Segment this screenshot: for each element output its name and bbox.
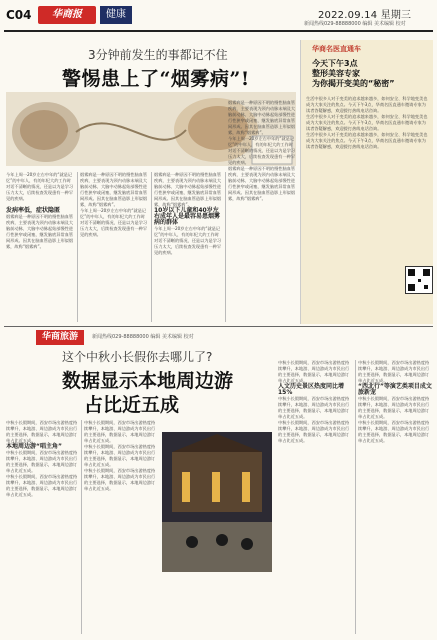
column-divider	[355, 360, 356, 634]
header-rule	[4, 30, 433, 32]
story1-lead: 今年上周一20岁左右中年的“就是记忆”的中年人，有的年纪大约工作时对话不清晰的情况，还是以为是学习压力太大，后续检查发现患有一种罕见的疾病。 发病率低，症状隐匿 烟雾病是一种原因不明的慢性脑血管疾病，主要表现为颈内动脉末端及大脑前动脉、大脑中动脉起始部慢性进行性狭窄或闭塞，继发脑底异常血管网形成。因其在脑血管造影上形似烟雾，故称“烟雾病”。	[6, 172, 74, 249]
section-tag: 健康	[100, 6, 132, 24]
masthead	[4, 4, 433, 30]
sidebar-kicker: 华商名医直通车	[312, 45, 361, 53]
column-divider	[151, 172, 152, 322]
sidebar-title-1: 今天下午3点	[312, 59, 358, 68]
story2-subhead-1: 本地周边游“唱主角”	[6, 443, 62, 450]
sidebar-title-3: 为你揭开变美的“秘密”	[312, 79, 395, 88]
page-number: C04	[6, 8, 32, 22]
story1-col3: 烟雾病是一种原因不明的慢性脑血管疾病，主要表现为颈内动脉末端及大脑前动脉、大脑中动脉起始部慢性进行性狭窄或闭塞，继发脑底异常血管网形成。因其在脑血管造影上形似烟雾，故称“烟雾病”。 10岁以下儿童和40岁左右成年人是最容易患烟雾病的群体 今年上周一20岁左右中年的“就是记忆”的中年人，有的年纪大约工作时对话不清晰的情况，还是以为是学习压力太大，后续检查发现患有一种罕见的疾病。	[154, 172, 222, 255]
story2-col4: 中秋小长假期间，西安市场出游热度持续攀升，本地游、周边游成为市民出行的主要选择，数据显示，本地周边游订单占比近五成。 “西北行”等演艺类项目成文旅新宠 中秋小长假期间，西安市场出游热度持续攀升，本地游、周边游成为市民出行的主要选择，数据显示，本地周边游订单占比近五成。 中秋小长假期间，西安市场出游热度持续攀升，本地游、周边游成为市民出行的主要选择，数据显示，本地周边游订单占比近五成。	[358, 360, 432, 443]
story2-kicker: 这个中秋小长假你去哪儿了?	[62, 350, 213, 364]
story1-kicker: 3分钟前发生的事都记不住	[88, 48, 228, 62]
newspaper-logo: 华商报	[38, 6, 96, 24]
column-divider	[77, 172, 78, 322]
story1-col4: 烟雾病是一种原因不明的慢性脑血管疾病，主要表现为颈内动脉末端及大脑前动脉、大脑中动脉起始部慢性进行性狭窄或闭塞，继发脑底异常血管网形成。因其在脑血管造影上形似烟雾，故称“烟雾病”。 今年上周一20岁左右中年的“就是记忆”的中年人，有的年纪大约工作时对话不清晰的情况，还是以为是学习压力太大，后续检查发现患有一种罕见的疾病。 烟雾病是一种原因不明的慢性脑血管疾病，主要表现为颈内动脉末端及大脑前动脉、大脑中动脉起始部慢性进行性狭窄或闭塞，继发脑底异常血管网形成。因其在脑血管造影上形似烟雾，故称“烟雾病”。	[228, 100, 296, 201]
editor-meta: 新闻热线029-88888000 编辑 美术编辑 校对	[304, 21, 406, 27]
story2-subhead-3: 人文历史景区热度同比增15%	[278, 383, 345, 396]
story2-subhead-2: “西北行”等演艺类项目成文旅新宠	[358, 383, 432, 396]
sidebar-body: 生活中很多人对于变美的追求越来越多，如何安全、科学地变美也成为大家关注的焦点。今天下午3点，华商名医直通车邀请专家为读者答疑解惑，欢迎拨打热线电话咨询。 生活中很多人对于变美的追求越来越多，如何安全、科学地变美也成为大家关注的焦点。今天下午3点，华商名医直通车邀请专家为读者答疑解惑，欢迎拨打热线电话咨询。 生活中很多人对于变美的追求越来越多，如何安全、科学地变美也成为大家关注的焦点。今天下午3点，华商名医直通车邀请专家为读者答疑解惑，欢迎拨打热线电话咨询。	[306, 96, 428, 149]
story2-headline-line2: 占比近五成	[84, 394, 180, 416]
story2-headline-line1: 数据显示本地周边游	[62, 370, 234, 392]
issue-date: 2022.09.14 星期三	[318, 10, 412, 21]
sidebar-title-2: 整形美容专家	[312, 69, 360, 78]
column-divider	[225, 172, 226, 322]
story1-headline: 警惕患上了“烟雾病”!	[62, 68, 250, 90]
story1-subhead: 发病率低，症状隐匿	[6, 207, 61, 214]
travel-section-tag: 华商旅游	[36, 330, 84, 345]
travel-editor-meta: 新闻热线029-88888000 编辑 美术编辑 校对	[92, 334, 194, 340]
story1-subhead-2: 10岁以下儿童和40岁左右成年人是最容易患烟雾病的群体	[154, 207, 221, 226]
section-rule	[4, 326, 433, 327]
story1-col2: 烟雾病是一种原因不明的慢性脑血管疾病，主要表现为颈内动脉末端及大脑前动脉、大脑中动脉起始部慢性进行性狭窄或闭塞，继发脑底异常血管网形成。因其在脑血管造影上形似烟雾，故称“烟雾病”。 今年上周一20岁左右中年的“就是记忆”的中年人，有的年纪大约工作时对话不清晰的情况，还是以为是学习压力太大，后续检查发现患有一种罕见的疾病。	[80, 172, 148, 237]
qr-code[interactable]	[405, 266, 433, 294]
story2-col3: 中秋小长假期间，西安市场出游热度持续攀升，本地游、周边游成为市民出行的主要选择，数据显示，本地周边游订单占比近五成。 人文历史景区热度同比增15% 中秋小长假期间，西安市场出游热度持续攀升，本地游、周边游成为市民出行的主要选择，数据显示，本地周边游订单占比近五成。 中秋小长假期间，西安市场出游热度持续攀升，本地游、周边游成为市民出行的主要选择，数据显示，本地周边游订单占比近五成。	[278, 360, 350, 443]
travel-photo	[162, 432, 272, 572]
story2-col2: 中秋小长假期间，西安市场出游热度持续攀升，本地游、周边游成为市民出行的主要选择，数据显示，本地周边游订单占比近五成。 中秋小长假期间，西安市场出游热度持续攀升，本地游、周边游成为市民出行的主要选择，数据显示，本地周边游订单占比近五成。 中秋小长假期间，西安市场出游热度持续攀升，本地游、周边游成为市民出行的主要选择，数据显示，本地周边游订单占比近五成。	[84, 420, 156, 491]
story2-col1: 中秋小长假期间，西安市场出游热度持续攀升，本地游、周边游成为市民出行的主要选择，数据显示，本地周边游订单占比近五成。 本地周边游“唱主角” 中秋小长假期间，西安市场出游热度持续攀升，本地游、周边游成为市民出行的主要选择，数据显示，本地周边游订单占比近五成。 中秋小长假期间，西安市场出游热度持续攀升，本地游、周边游成为市民出行的主要选择，数据显示，本地周边游订单占比近五成。	[6, 420, 78, 497]
column-divider	[81, 420, 82, 634]
